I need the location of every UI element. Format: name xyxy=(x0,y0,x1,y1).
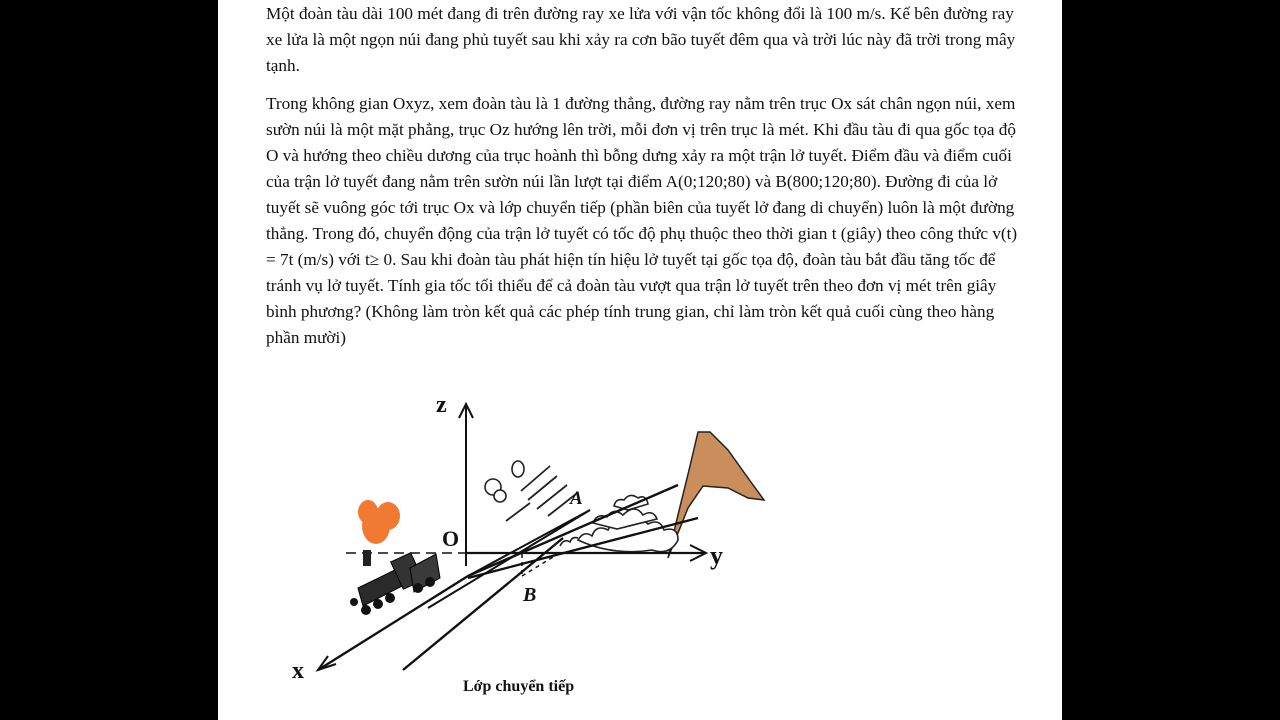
avalanche-figure xyxy=(278,388,778,708)
origin-label: O xyxy=(442,526,460,551)
figure-svg xyxy=(278,388,778,708)
paragraph-problem: Trong không gian Oxyz, xem đoàn tàu là 1 đường thẳng, đường ray nằm trên trục Ox sát chân ngọn núi, xem sườn núi là một mặt phẳng, trục Oz hướng lên trời, mỗi đơn vị trên trục là mét. Khi đầu tàu đi qua gốc tọa độ O và hướng theo chiều dương của trục hoành thì bỗng dưng xảy ra một trận lở tuyết. Điểm đầu và điểm cuối của trận lở tuyết đang nằm trên sườn núi lần lượt tại điểm A(0;120;80) và B(800;120;80). Đường đi của lở tuyết sẽ vuông góc tới trục Ox và lớp chuyển tiếp (phần biên của tuyết lở đang di chuyển) luôn là một đường thẳng. Trong đó, chuyển động của trận lở tuyết có tốc độ phụ thuộc theo thời gian t (giây) theo công thức v(t) = 7t (m/s) với t≥ 0. Sau khi đoàn tàu phát hiện tín hiệu lở tuyết tại gốc tọa độ, đoàn tàu bắt đầu tăng tốc để tránh vụ lở tuyết. Tính gia tốc tối thiểu để cả đoàn tàu vượt qua trận lở tuyết trên theo đơn vị mét trên giây bình phương? (Không làm tròn kết quả các phép tính trung gian, chỉ làm tròn kết quả cuối cùng theo hàng phần mười) xyxy=(266,94,1018,347)
z-axis-label: z xyxy=(436,392,447,418)
x-axis-label: x xyxy=(292,658,304,684)
y-axis-label: y xyxy=(710,541,723,570)
point-a-label: A xyxy=(570,488,583,509)
point-b-label: B xyxy=(523,584,537,606)
paragraph-intro: Một đoàn tàu dài 100 mét đang đi trên đường ray xe lửa với vận tốc không đổi là 100 m/s. Kế bên đường ray xe lửa là một ngọn núi đang phủ tuyết sau khi xảy ra cơn bão tuyết đêm qua và trời lúc này đã trời trong mây tạnh. xyxy=(266,4,1016,75)
document-page xyxy=(218,0,1062,720)
transition-layer-caption: Lớp chuyển tiếp xyxy=(463,678,575,695)
